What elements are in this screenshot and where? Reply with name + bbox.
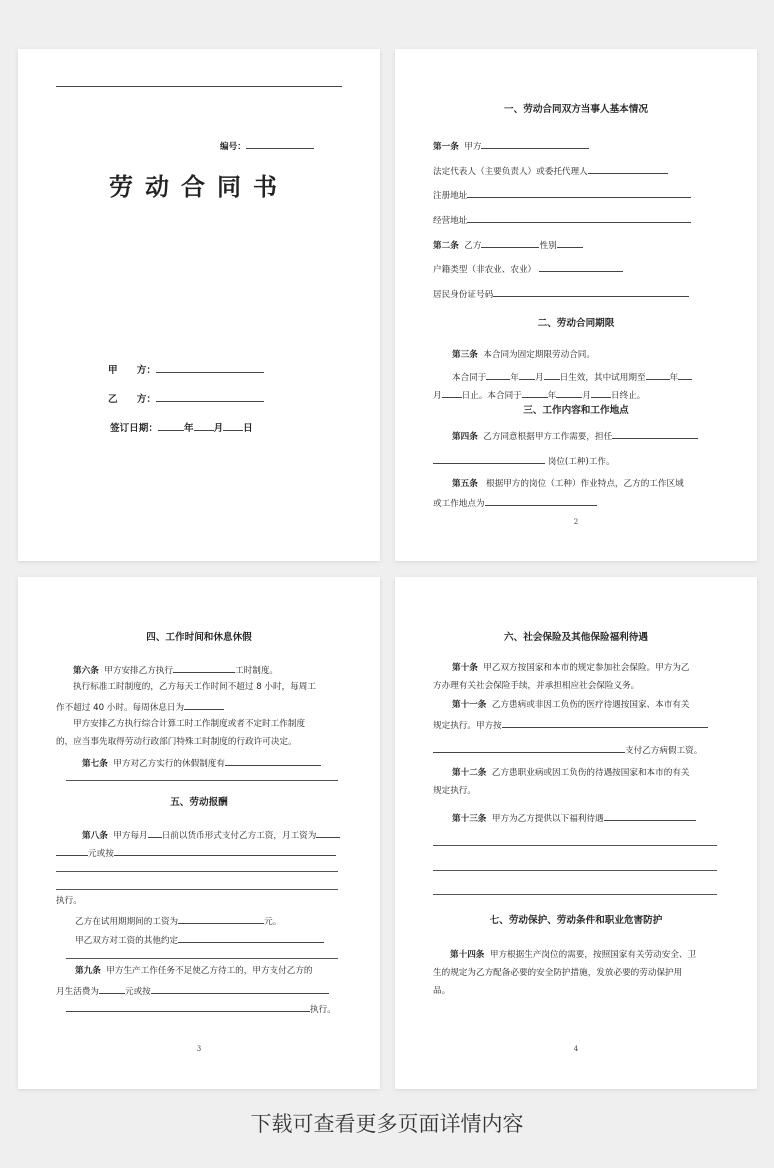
blank-line	[433, 894, 717, 895]
other-wage-field: 甲乙双方对工资的其他约定	[75, 932, 324, 947]
article-3: 第三条 本合同为固定期限劳动合同。	[452, 350, 595, 360]
party-b-field: 乙 方：	[108, 391, 264, 405]
contract-page-3	[18, 577, 380, 1089]
article-14-line-3: 品。	[433, 986, 451, 996]
article-2: 第二条 乙方 性别	[433, 237, 583, 252]
article-6-line-3: 作不超过 40 小时。每周休息日为	[56, 699, 224, 714]
article-12-line-2: 规定执行。	[433, 786, 476, 796]
serial-number-field: 编号：	[220, 138, 314, 152]
section-heading-5: 五、劳动报酬	[170, 797, 228, 808]
article-6-line-4: 甲方安排乙方执行综合计算工时工作制度或者不定时工作制度	[73, 719, 306, 729]
article-11-line-2: 规定执行。甲方按	[433, 717, 708, 732]
article-8-exec: 执行。	[56, 896, 82, 906]
section-heading-4: 四、工作时间和休息休假	[146, 632, 252, 643]
article-14-line-2: 生的规定为乙方配备必要的安全防护措施，发放必要的劳动保护用	[433, 968, 683, 978]
cover-top-rule	[56, 86, 342, 87]
business-address-field: 经营地址	[433, 212, 691, 227]
article-9-exec: 执行。	[66, 1001, 336, 1016]
blank-line	[56, 871, 338, 872]
contract-term-line-1: 本合同于 年 月 日生效，其中试用期至 年	[452, 369, 692, 384]
blank-line	[433, 870, 717, 871]
article-4-position: 岗位(工种)工作。	[433, 453, 615, 468]
probation-wage-field: 乙方在试用期期间的工资为 元。	[75, 913, 281, 928]
article-13: 第十三条 甲方为乙方提供以下福利待遇	[452, 810, 696, 825]
section-heading-3: 三、工作内容和工作地点	[523, 405, 629, 416]
page-number: 3	[196, 1045, 202, 1053]
section-heading-2: 二、劳动合同期限	[537, 318, 615, 329]
page-number: 2	[573, 518, 579, 526]
party-a-field: 甲 方：	[108, 362, 264, 376]
article-6: 第六条 甲方安排乙方执行 工时制度。	[73, 662, 278, 677]
article-11: 第十一条 乙方患病或非因工负伤的医疗待遇按国家、本市有关	[452, 700, 690, 710]
registered-address-field: 注册地址	[433, 187, 691, 202]
id-number-field: 居民身份证号码	[433, 286, 689, 301]
article-5: 第五条 根据甲方的岗位（工种）作业特点，乙方的工作区域	[452, 479, 684, 489]
blank-line	[56, 889, 338, 890]
contract-page-4	[395, 577, 757, 1089]
article-10-line-2: 方办理有关社会保险手续，并承担相应社会保险义务。	[433, 681, 640, 691]
sign-date-field: 签订日期： 年 月 日	[110, 420, 253, 434]
party-a-blank	[156, 362, 264, 373]
article-4: 第四条 乙方同意根据甲方工作需要，担任	[452, 428, 698, 443]
article-9: 第九条 甲方生产工作任务不足使乙方待工的，甲方支付乙方的	[75, 966, 313, 976]
blank-line	[66, 958, 338, 959]
article-8-line-2: 元或按	[56, 845, 336, 860]
page-number: 4	[573, 1045, 579, 1053]
household-type-field: 户籍类型（非农业、农业）	[433, 261, 623, 276]
article-11-line-3: 支付乙方病假工资。	[433, 742, 702, 757]
article-1: 第一条 甲方	[433, 138, 589, 153]
cover-page	[18, 49, 380, 561]
document-title: 劳动合同书	[109, 173, 289, 201]
contract-term-line-2: 月 日止。本合同于 年 月 日终止。	[433, 387, 645, 402]
contract-page-2	[395, 49, 757, 561]
article-6-line-5: 的，应当事先取得劳动行政部门特殊工时制度的行政许可决定。	[56, 737, 297, 747]
section-heading-6: 六、社会保险及其他保险福利待遇	[504, 632, 648, 643]
blank-line	[66, 780, 338, 781]
article-10: 第十条 甲乙双方按国家和本市的规定参加社会保险。甲方为乙	[452, 663, 690, 673]
article-12: 第十二条 乙方患职业病或因工负伤的待遇按国家和本市的有关	[452, 768, 690, 778]
article-8: 第八条 甲方每月 日前以货币形式支付乙方工资，月工资为	[82, 827, 340, 842]
blank-line	[433, 845, 717, 846]
article-5-location: 或工作地点为	[433, 495, 597, 510]
section-heading-7: 七、劳动保护、劳动条件和职业危害防护	[489, 915, 663, 926]
party-b-blank	[156, 391, 264, 402]
article-6-line-2: 执行标准工时制度的，乙方每天工作时间不超过 8 小时，每周工	[73, 682, 316, 692]
download-more-caption: 下载可查看更多页面详情内容	[250, 1112, 524, 1136]
article-9-line-2: 月生活费为 元或按	[56, 983, 329, 998]
legal-representative-field: 法定代表人（主要负责人）或委托代理人	[433, 163, 668, 178]
article-14: 第十四条 甲方根据生产岗位的需要，按照国家有关劳动安全、卫	[450, 950, 697, 960]
serial-blank	[246, 138, 314, 149]
article-7: 第七条 甲方对乙方实行的休假制度有	[82, 755, 321, 770]
section-heading-1: 一、劳动合同双方当事人基本情况	[504, 104, 648, 115]
